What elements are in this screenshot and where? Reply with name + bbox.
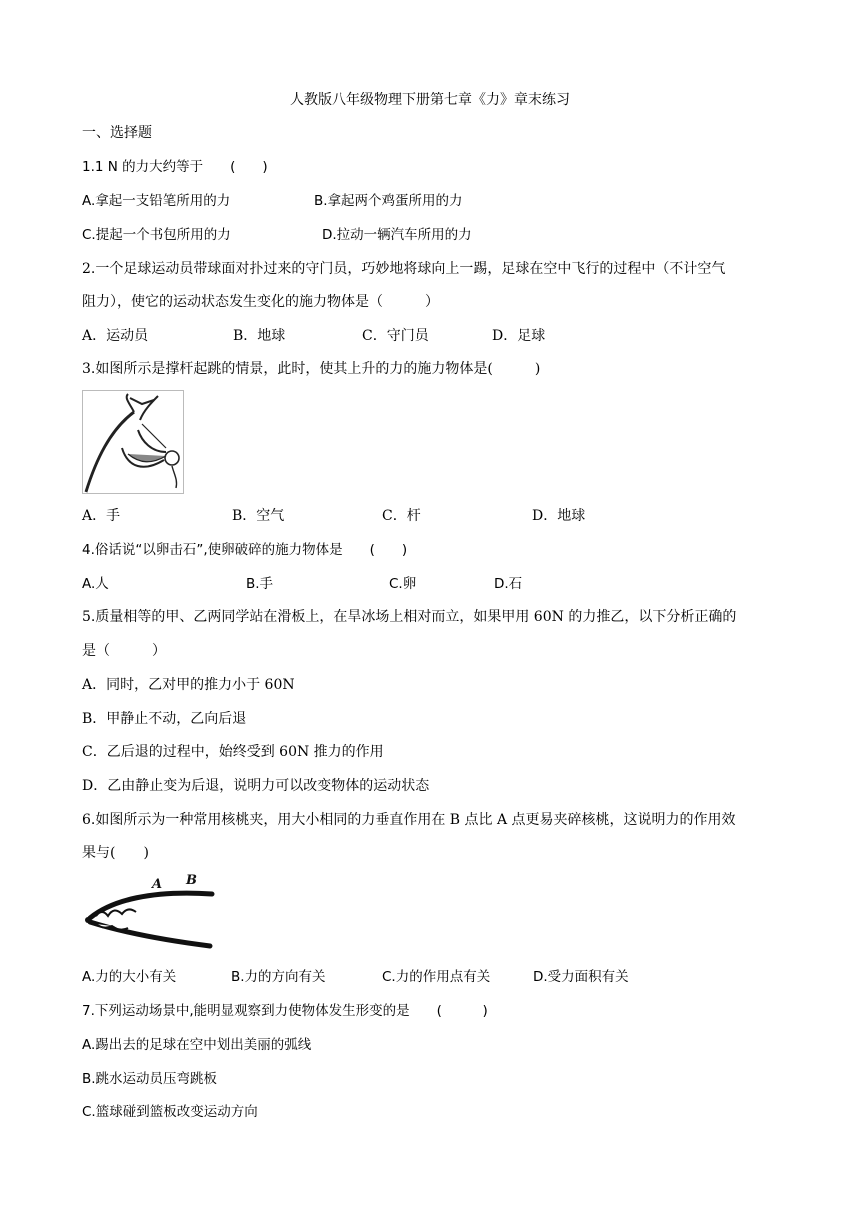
question-2-stem-line1: 2.一个足球运动员带球面对扑过来的守门员，巧妙地将球向上一踢，足球在空中飞行的过程中（不计空气 bbox=[82, 261, 726, 277]
question-7-option-b: B.跳水运动员压弯跳板 bbox=[82, 1071, 218, 1087]
question-2-option-d: D．足球 bbox=[492, 328, 546, 344]
question-5-stem-line2: 是（ ） bbox=[82, 643, 166, 659]
question-4-option-a: A.人 bbox=[82, 576, 109, 592]
question-4-stem: 4.俗话说“以卵击石”,使卵破碎的施力物体是 ( ) bbox=[82, 542, 408, 558]
question-1-stem: 1.1 N 的力大约等于 ( ) bbox=[82, 159, 268, 175]
question-6-option-d: D.受力面积有关 bbox=[533, 969, 629, 985]
question-5-option-d: D．乙由静止变为后退，说明力可以改变物体的运动状态 bbox=[82, 778, 430, 794]
question-1-option-d: D.拉动一辆汽车所用的力 bbox=[322, 227, 472, 243]
question-6-option-b: B.力的方向有关 bbox=[231, 969, 326, 985]
question-6-option-c: C.力的作用点有关 bbox=[382, 969, 491, 985]
question-6-stem-line1: 6.如图所示为一种常用核桃夹，用大小相同的力垂直作用在 B 点比 A 点更易夹碎核桃，这说明力的作用效 bbox=[82, 812, 736, 828]
question-6-option-a: A.力的大小有关 bbox=[82, 969, 177, 985]
question-1-option-a: A.拿起一支铅笔所用的力 bbox=[82, 193, 231, 209]
nutcracker-figure bbox=[82, 872, 218, 954]
question-2-option-a: A．运动员 bbox=[82, 328, 149, 344]
question-4-option-d: D.石 bbox=[494, 576, 523, 592]
question-7-option-c: C.篮球碰到篮板改变运动方向 bbox=[82, 1104, 258, 1120]
question-7-stem: 7.下列运动场景中,能明显观察到力使物体发生形变的是 ( ) bbox=[82, 1003, 488, 1019]
question-5-option-a: A．同时，乙对甲的推力小于 60N bbox=[82, 677, 295, 693]
question-2-option-c: C．守门员 bbox=[362, 328, 429, 344]
label-a: A bbox=[152, 877, 163, 892]
page-title: 人教版八年级物理下册第七章《力》章末练习 bbox=[290, 92, 570, 108]
question-5-option-c: C．乙后退的过程中，始终受到 60N 推力的作用 bbox=[82, 744, 384, 760]
question-4-option-b: B.手 bbox=[246, 576, 274, 592]
question-1-option-c: C.提起一个书包所用的力 bbox=[82, 227, 231, 243]
question-3-option-b: B．空气 bbox=[232, 508, 285, 524]
question-3-option-d: D．地球 bbox=[532, 508, 586, 524]
question-3-option-a: A．手 bbox=[82, 508, 121, 524]
question-6-stem-line2: 果与( ) bbox=[82, 845, 149, 861]
label-b: B bbox=[186, 873, 197, 888]
question-3-option-c: C．杆 bbox=[382, 508, 421, 524]
question-5-option-b: B．甲静止不动，乙向后退 bbox=[82, 711, 247, 727]
question-5-stem-line1: 5.质量相等的甲、乙两同学站在滑板上，在旱冰场上相对而立，如果甲用 60N 的力推乙，以下分析正确的 bbox=[82, 609, 737, 625]
question-2-stem-line2: 阻力），使它的运动状态发生变化的施力物体是（ ） bbox=[82, 294, 439, 310]
question-2-option-b: B．地球 bbox=[233, 328, 286, 344]
question-4-option-c: C.卵 bbox=[389, 576, 417, 592]
section-heading: 一、选择题 bbox=[82, 125, 152, 141]
question-3-stem: 3.如图所示是撑杆起跳的情景，此时，使其上升的力的施力物体是( ) bbox=[82, 361, 541, 377]
question-7-option-a: A.踢出去的足球在空中划出美丽的弧线 bbox=[82, 1037, 312, 1053]
pole-vault-figure bbox=[82, 390, 184, 494]
question-1-option-b: B.拿起两个鸡蛋所用的力 bbox=[314, 193, 463, 209]
